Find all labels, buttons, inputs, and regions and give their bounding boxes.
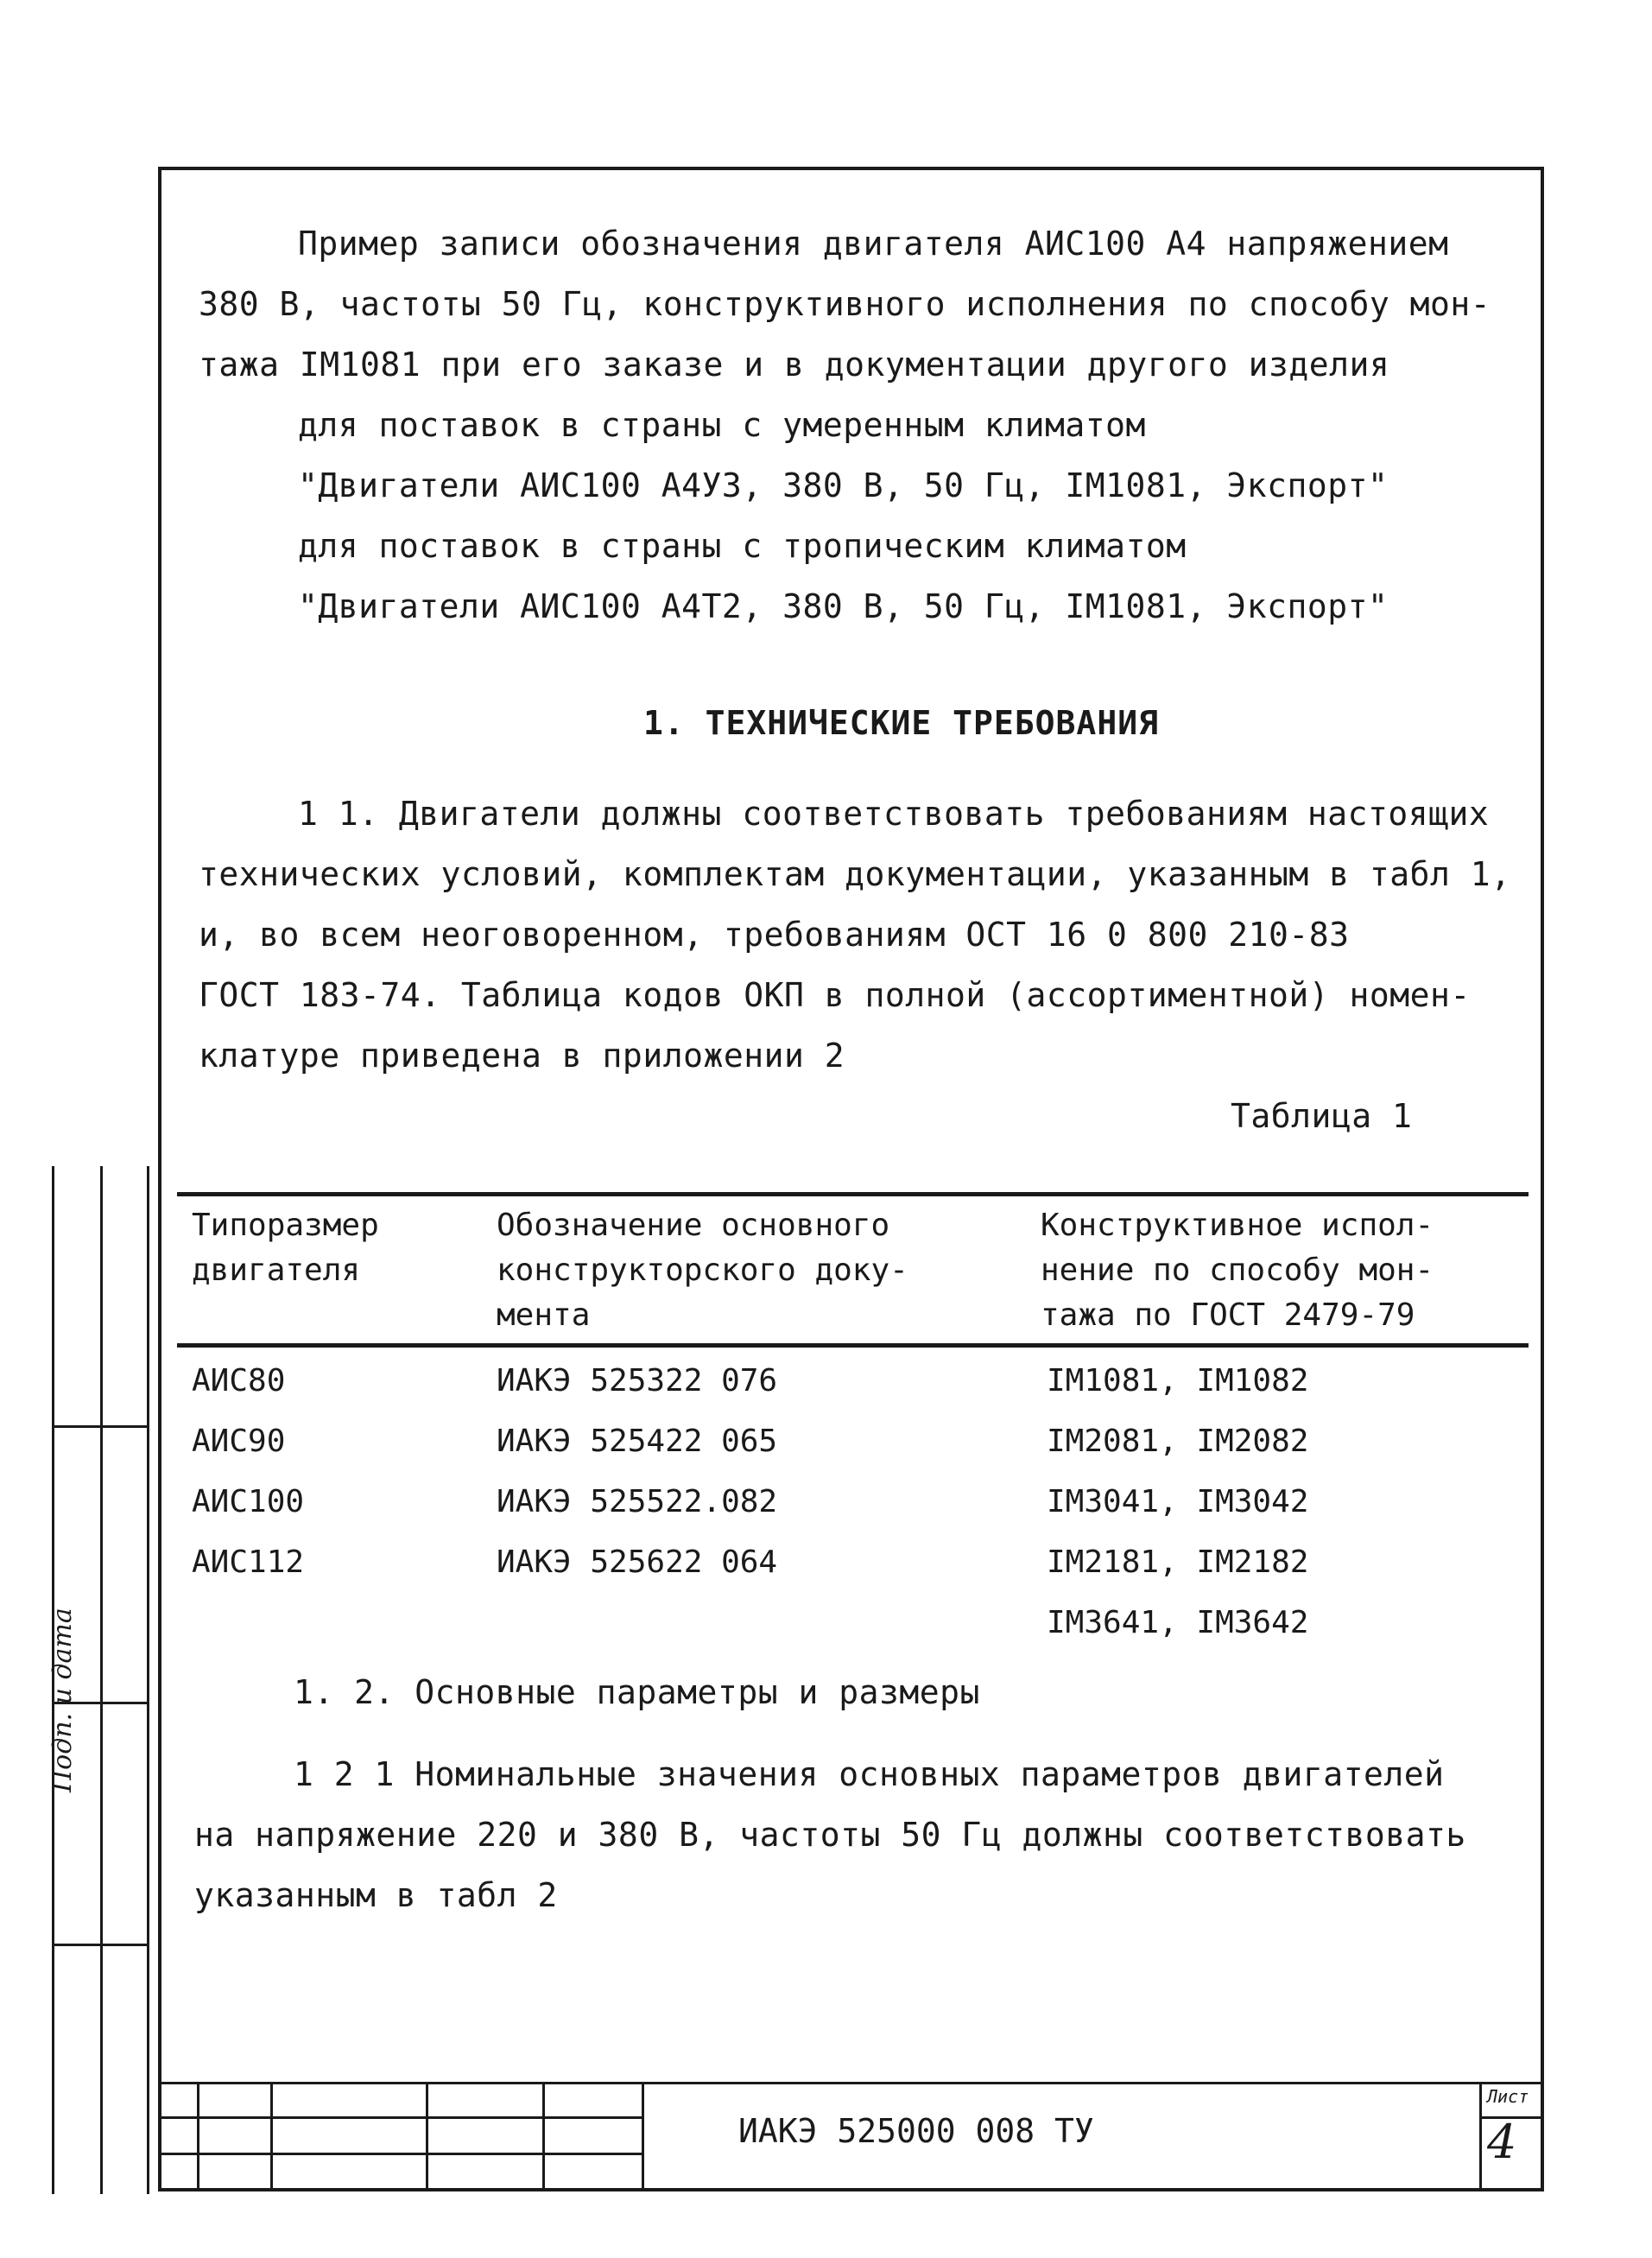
table-header-doc-l1: Обозначение основного bbox=[497, 1208, 890, 1243]
table-row-4-mount: IM2181, IM2182 bbox=[1047, 1544, 1309, 1580]
table-header-type-l1: Типоразмер bbox=[192, 1208, 379, 1243]
table-header-doc-l3: мента bbox=[497, 1297, 591, 1333]
table-row-1-mount: IM1081, IM1082 bbox=[1047, 1363, 1309, 1399]
intro-line-2: 380 В, частоты 50 Гц, конструктивного исполнения по способу мон- bbox=[199, 285, 1491, 323]
table-row-5-mount: IM3641, IM3642 bbox=[1047, 1605, 1309, 1640]
section-1-line-4: ГОСТ 183-74. Таблица кодов ОКП в полной (ассортиментной) номен- bbox=[199, 976, 1471, 1014]
section-1-heading: 1. ТЕХНИЧЕСКИЕ ТРЕБОВАНИЯ bbox=[643, 704, 1159, 742]
sheet-label: Лист bbox=[1487, 2086, 1529, 2107]
table-header-mount-l2: нение по способу мон- bbox=[1041, 1253, 1434, 1288]
table-row-2-mount: IM2081, IM2082 bbox=[1047, 1424, 1309, 1459]
section-1-2-line-1: 1 2 1 Номинальные значения основных параметров двигателей bbox=[294, 1755, 1445, 1793]
sheet-number: 4 bbox=[1487, 2115, 1517, 2169]
table-row-1-type: АИС80 bbox=[192, 1363, 286, 1399]
table-header-mount-l1: Конструктивное испол- bbox=[1041, 1208, 1434, 1243]
section-1-2-line-2: на напряжение 220 и 380 В, частоты 50 Гц должны соответствовать bbox=[194, 1816, 1466, 1854]
section-1-line-3: и, во всем неоговоренном, требованиям ОСТ 16 0 800 210-83 bbox=[199, 916, 1350, 954]
intro-line-6: для поставок в страны с тропическим климатом bbox=[298, 527, 1187, 565]
intro-line-3: тажа IM1081 при его заказе и в документации другого изделия bbox=[199, 346, 1390, 384]
document-code: ИАКЭ 525000 008 ТУ bbox=[738, 2112, 1094, 2150]
table-row-3-type: АИС100 bbox=[192, 1484, 305, 1519]
table-row-4-type: АИС112 bbox=[192, 1544, 305, 1580]
table-row-4-doc: ИАКЭ 525622 064 bbox=[497, 1544, 778, 1580]
intro-line-7: "Двигатели АИС100 А4Т2, 380 В, 50 Гц, IM1081, Экспорт" bbox=[298, 587, 1389, 625]
section-1-line-1: 1 1. Двигатели должны соответствовать требованиям настоящих bbox=[298, 795, 1490, 833]
table-row-2-doc: ИАКЭ 525422 065 bbox=[497, 1424, 778, 1459]
table-header-mount-l3: тажа по ГОСТ 2479-79 bbox=[1041, 1297, 1415, 1333]
section-1-2-line-3: указанным в табл 2 bbox=[194, 1876, 558, 1914]
table-top-rule bbox=[177, 1192, 1529, 1196]
table-1-caption: Таблица 1 bbox=[1231, 1097, 1413, 1135]
table-header-rule bbox=[177, 1343, 1529, 1348]
section-1-2-heading: 1. 2. Основные параметры и размеры bbox=[294, 1673, 980, 1711]
intro-line-5: "Двигатели АИС100 А4У3, 380 В, 50 Гц, IM1081, Экспорт" bbox=[298, 466, 1389, 504]
section-1-line-2: технических условий, комплектам документации, указанным в табл 1, bbox=[199, 855, 1511, 893]
section-1-line-5: клатуре приведена в приложении 2 bbox=[199, 1037, 845, 1075]
table-row-1-doc: ИАКЭ 525322 076 bbox=[497, 1363, 778, 1399]
intro-line-1: Пример записи обозначения двигателя АИС100 А4 напряжением bbox=[298, 225, 1449, 263]
table-row-2-type: АИС90 bbox=[192, 1424, 286, 1459]
table-row-3-mount: IM3041, IM3042 bbox=[1047, 1484, 1309, 1519]
stub-signature-label: Подп. и дата bbox=[47, 1608, 78, 1792]
table-row-3-doc: ИАКЭ 525522.082 bbox=[497, 1484, 778, 1519]
table-header-doc-l2: конструкторского доку- bbox=[497, 1253, 908, 1288]
intro-line-4: для поставок в страны с умеренным климатом bbox=[298, 406, 1146, 444]
table-header-type-l2: двигателя bbox=[192, 1253, 361, 1288]
